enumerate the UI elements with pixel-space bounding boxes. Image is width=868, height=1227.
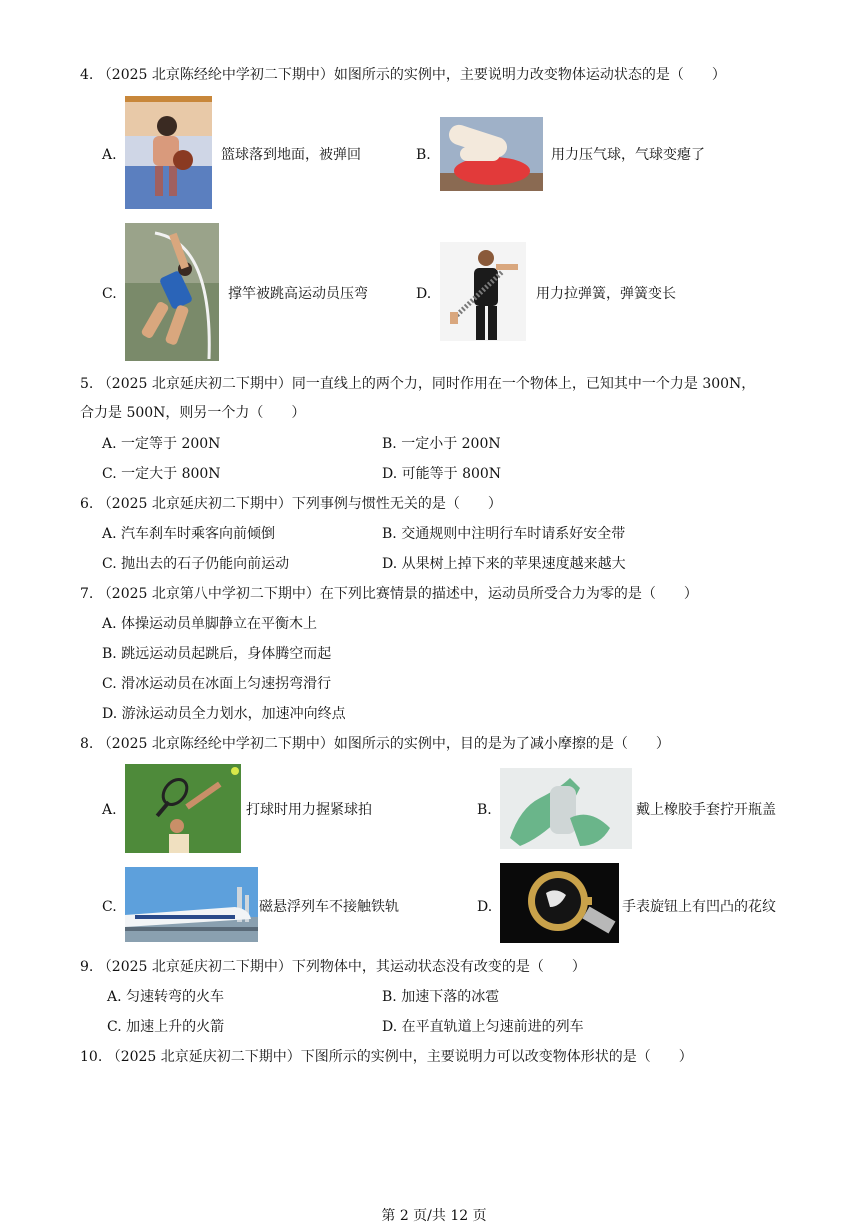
q4-option-d-text: 用力拉弹簧，弹簧变长 (536, 286, 676, 302)
q5-stem-line1: 5. （2025 北京延庆初二下期中）同一直线上的两个力，同时作用在一个物体上，已知其中一个力是 300N， (80, 376, 756, 392)
q9-option-c: C. 加速上升的火箭 (107, 1019, 225, 1035)
q8-watch-image (500, 863, 619, 943)
q8-option-a-letter: A. (102, 802, 117, 818)
q4-basketball-image (125, 96, 212, 209)
q9-option-a: A. 匀速转弯的火车 (107, 989, 225, 1005)
q9-option-b: B. 加速下落的冰雹 (382, 989, 500, 1005)
q8-option-c-text: 磁悬浮列车不接触铁轨 (259, 899, 399, 915)
q5-stem-line2: 合力是 500N，则另一个力（ ） (80, 405, 306, 421)
q8-option-c-letter: C. (102, 899, 117, 915)
q6-option-c: C. 抛出去的石子仍能向前运动 (102, 556, 290, 572)
q10-stem: 10. （2025 北京延庆初二下期中）下图所示的实例中，主要说明力可以改变物体形状的是（ ） (80, 1049, 693, 1065)
q5-option-b: B. 一定小于 200N (382, 436, 501, 452)
q8-tennis-image (125, 764, 241, 853)
q4-option-a-text: 篮球落到地面，被弹回 (221, 147, 361, 163)
q4-option-c-letter: C. (102, 286, 117, 302)
q4-option-b-text: 用力压气球，气球变瘪了 (551, 147, 705, 163)
q4-pole-vault-image (125, 223, 219, 361)
q7-option-c: C. 滑冰运动员在冰面上匀速拐弯滑行 (102, 676, 332, 692)
q8-option-a-text: 打球时用力握紧球拍 (246, 802, 372, 818)
q4-balloon-image (440, 117, 543, 191)
q6-option-a: A. 汽车刹车时乘客向前倾倒 (102, 526, 276, 542)
q7-option-a: A. 体操运动员单脚静立在平衡木上 (102, 616, 318, 632)
q8-maglev-image (125, 867, 258, 942)
q5-option-a: A. 一定等于 200N (102, 436, 221, 452)
q4-spring-image (440, 242, 526, 341)
q7-option-d: D. 游泳运动员全力划水，加速冲向终点 (102, 706, 346, 722)
q7-option-b: B. 跳远运动员起跳后，身体腾空而起 (102, 646, 332, 662)
page-footer: 第 2 页/共 12 页 (381, 1208, 487, 1224)
q7-stem: 7. （2025 北京第八中学初二下期中）在下列比赛情景的描述中，运动员所受合力为零的是（ ） (80, 586, 698, 602)
q8-glove-image (500, 768, 632, 849)
q8-option-b-letter: B. (477, 802, 492, 818)
q4-option-a-letter: A. (102, 147, 117, 163)
q6-option-b: B. 交通规则中注明行车时请系好安全带 (382, 526, 626, 542)
q8-stem: 8. （2025 北京陈经纶中学初二下期中）如图所示的实例中，目的是为了减小摩擦的是（ ） (80, 736, 670, 752)
q8-option-d-letter: D. (477, 899, 493, 915)
q6-option-d: D. 从果树上掉下来的苹果速度越来越大 (382, 556, 626, 572)
q9-option-d: D. 在平直轨道上匀速前进的列车 (382, 1019, 584, 1035)
q5-option-c: C. 一定大于 800N (102, 466, 221, 482)
q8-option-b-text: 戴上橡胶手套拧开瓶盖 (636, 802, 776, 818)
q4-option-d-letter: D. (416, 286, 432, 302)
q6-stem: 6. （2025 北京延庆初二下期中）下列事例与惯性无关的是（ ） (80, 496, 502, 512)
q9-stem: 9. （2025 北京延庆初二下期中）下列物体中，其运动状态没有改变的是（ ） (80, 959, 586, 975)
q4-option-c-text: 撑竿被跳高运动员压弯 (228, 286, 368, 302)
q5-option-d: D. 可能等于 800N (382, 466, 502, 482)
q8-option-d-text: 手表旋钮上有凹凸的花纹 (622, 899, 776, 915)
q4-option-b-letter: B. (416, 147, 431, 163)
q4-stem: 4. （2025 北京陈经纶中学初二下期中）如图所示的实例中，主要说明力改变物体运动状态的是（ ） (80, 67, 726, 83)
